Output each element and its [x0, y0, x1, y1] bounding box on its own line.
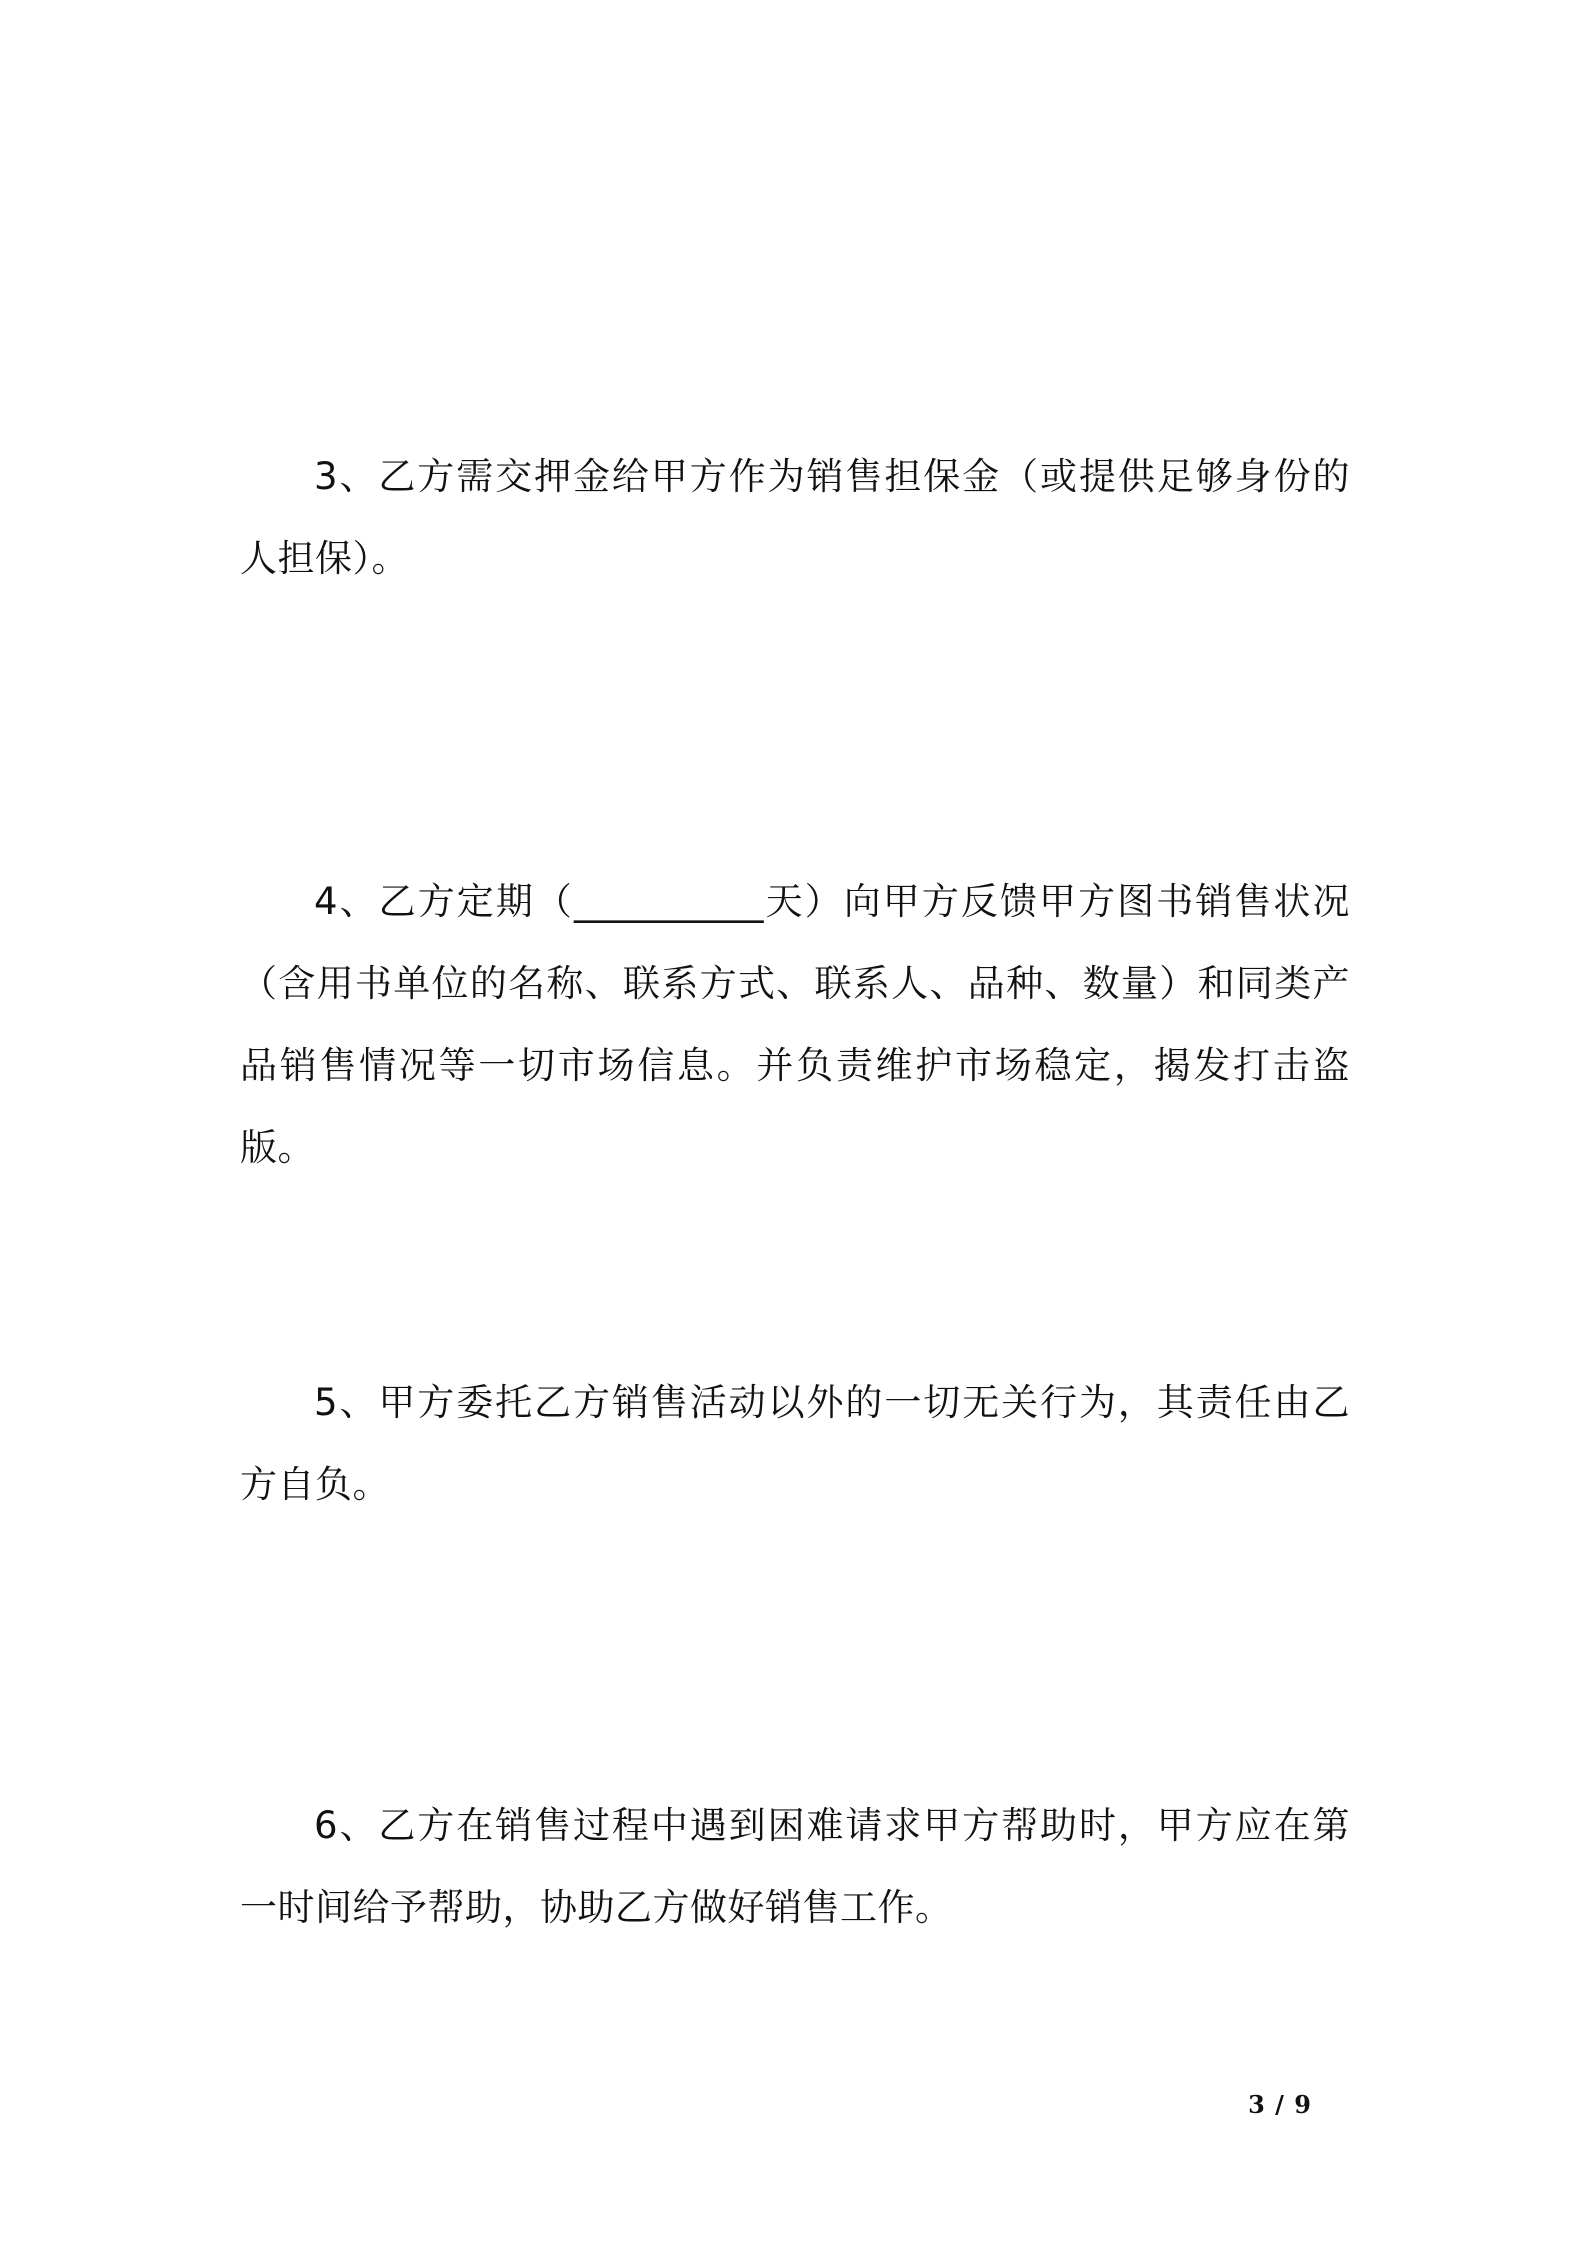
page-number: 3 / 9 — [1248, 2090, 1312, 2119]
clause-5-paragraph: 5、甲方委托乙方销售活动以外的一切无关行为，其责任由乙方自负。 — [240, 1381, 1350, 1506]
clause-4-paragraph: 4、乙方定期（__________天）向甲方反馈甲方图书销售状况（含用书单位的名称、联系方式、联系人、品种、数量）和同类产品销售情况等一切市场信息。并负责维护市场稳定，揭发打击盗版。 — [240, 880, 1350, 1169]
clause-3-paragraph: 3、乙方需交押金给甲方作为销售担保金（或提供足够身份的人担保）。 — [240, 455, 1350, 580]
clause-6-paragraph: 6、乙方在销售过程中遇到困难请求甲方帮助时，甲方应在第一时间给予帮助，协助乙方做好销售工作。 — [240, 1804, 1350, 1929]
